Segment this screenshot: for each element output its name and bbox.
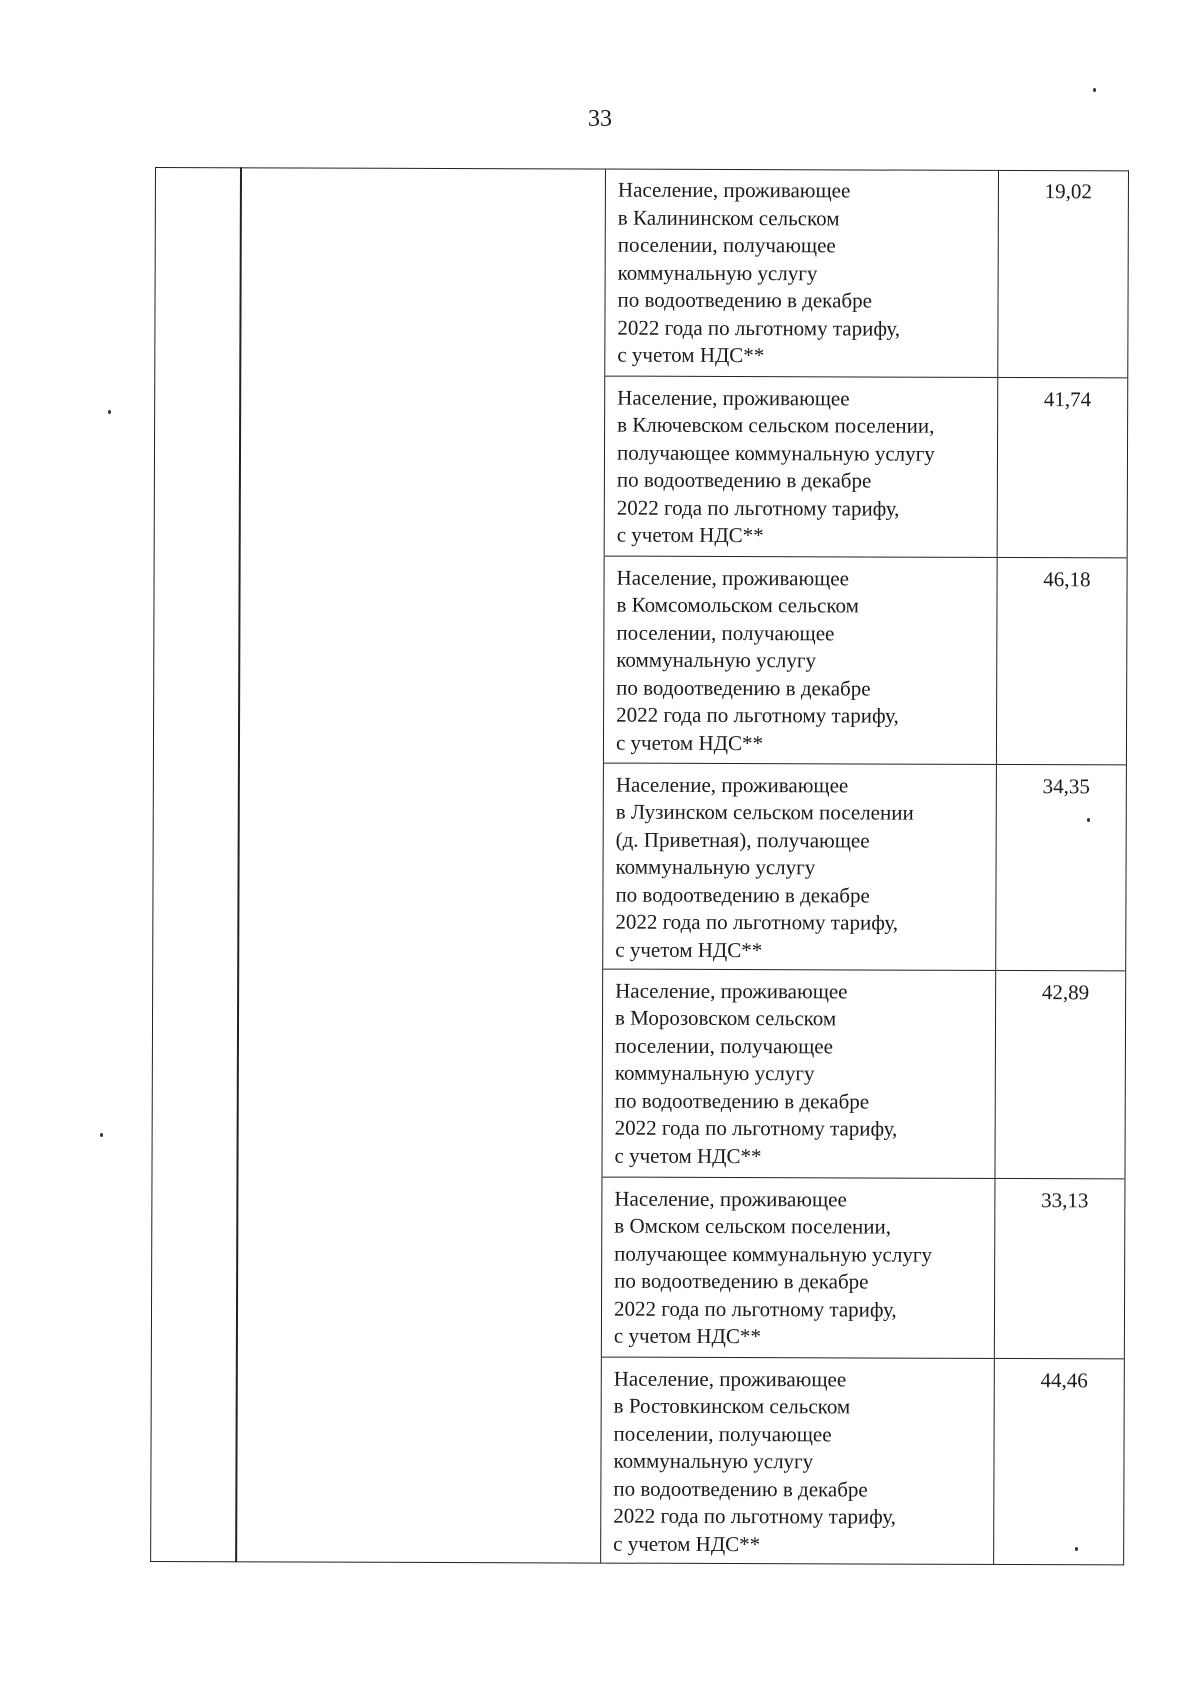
tariff-value: 34,35 (996, 765, 1127, 970)
table-rows (600, 169, 1129, 1566)
description-line: с учетом НДС** (616, 522, 764, 548)
description-line: получающее коммунальную услугу (616, 440, 935, 466)
description-line: Население, проживающее (616, 565, 850, 591)
row-description (603, 556, 998, 763)
description-line: поселении, получающее (616, 620, 835, 646)
description-line: в Ключевском сельском поселении, (617, 412, 935, 438)
row-description (600, 1357, 995, 1565)
row-description (601, 969, 996, 1177)
tariff-value: 19,02 (998, 170, 1129, 377)
description-line: поселении, получающее (613, 1421, 832, 1446)
description-line: с учетом НДС** (615, 730, 764, 755)
description-line: в Морозовском сельском (614, 1005, 837, 1031)
scan-speck (108, 410, 111, 414)
description-line: коммунальную услугу (616, 647, 817, 673)
description-line: 2022 года по льготному тарифу, (617, 315, 901, 341)
description-line: по водоотведению в декабре (617, 287, 872, 313)
description-line: по водоотведению в декабре (616, 675, 871, 701)
description-line: поселении, получающее (617, 232, 836, 258)
scan-speck (1093, 88, 1096, 92)
table-row (604, 376, 1129, 558)
description-line: Население, проживающее (617, 385, 850, 411)
description-line: 2022 года по льготному тарифу, (614, 1115, 898, 1141)
tariff-value: 46,18 (997, 558, 1128, 764)
description-line: в Калининском сельском (617, 205, 840, 230)
table-row (602, 763, 1127, 971)
row-description (604, 169, 999, 377)
description-line: с учетом НДС** (615, 937, 763, 962)
description-line: (д. Приветная), получающее (615, 827, 870, 853)
description-line: в Ростовкинском сельском (613, 1393, 851, 1419)
description-line: с учетом НДС** (613, 1531, 761, 1556)
row-description (602, 763, 997, 969)
scan-speck (1075, 1547, 1078, 1551)
tariff-table (150, 167, 1129, 1565)
description-line: в Комсомольском сельском (616, 592, 859, 618)
description-line: 2022 года по льготному тарифу, (613, 1296, 897, 1322)
description-line: 2022 года по льготному тарифу, (613, 1503, 896, 1529)
description-line: 2022 года по льготному тарифу, (615, 909, 899, 935)
description-line: с учетом НДС** (613, 1323, 761, 1349)
description-line: по водоотведению в декабре (614, 1268, 869, 1294)
tariff-value: 41,74 (998, 378, 1129, 557)
table-row (600, 1357, 1125, 1565)
description-line: коммунальную услугу (614, 1060, 815, 1086)
description-line: Население, проживающее (617, 177, 851, 203)
description-line: по водоотведению в декабре (614, 1088, 870, 1114)
table-row (603, 556, 1128, 765)
row-description (601, 1177, 996, 1357)
table-row (601, 1177, 1126, 1359)
description-line: Население, проживающее (613, 1366, 847, 1391)
tariff-value: 42,89 (995, 971, 1126, 1178)
page-number: 33 (588, 106, 612, 132)
description-line: коммунальную услугу (617, 260, 818, 285)
description-line: поселении, получающее (614, 1033, 833, 1059)
description-line: Население, проживающее (615, 978, 848, 1004)
row-description (604, 376, 999, 556)
description-line: коммунальную услугу (613, 1448, 814, 1474)
description-line: Население, проживающее (614, 1186, 847, 1211)
tariff-value: 44,46 (994, 1358, 1125, 1565)
description-line: 2022 года по льготному тарифу, (616, 702, 899, 728)
description-line: Население, проживающее (615, 772, 849, 798)
description-line: в Лузинском сельском поселении (615, 799, 914, 825)
scan-speck (1087, 818, 1090, 822)
table-row (604, 169, 1129, 379)
description-line: в Омском сельском поселении, (614, 1213, 892, 1239)
tariff-value: 33,13 (995, 1178, 1126, 1357)
description-line: 2022 года по льготному тарифу, (616, 495, 900, 521)
description-line: по водоотведению в декабре (615, 882, 870, 908)
description-line: с учетом НДС** (617, 342, 765, 368)
description-line: коммунальную услугу (615, 854, 816, 880)
description-line: получающее коммунальную услугу (614, 1241, 933, 1267)
table-row (601, 969, 1126, 1179)
description-line: с учетом НДС** (614, 1143, 762, 1168)
scan-speck (100, 1133, 103, 1137)
description-line: по водоотведению в декабре (616, 467, 872, 493)
description-line: по водоотведению в декабре (613, 1476, 868, 1501)
